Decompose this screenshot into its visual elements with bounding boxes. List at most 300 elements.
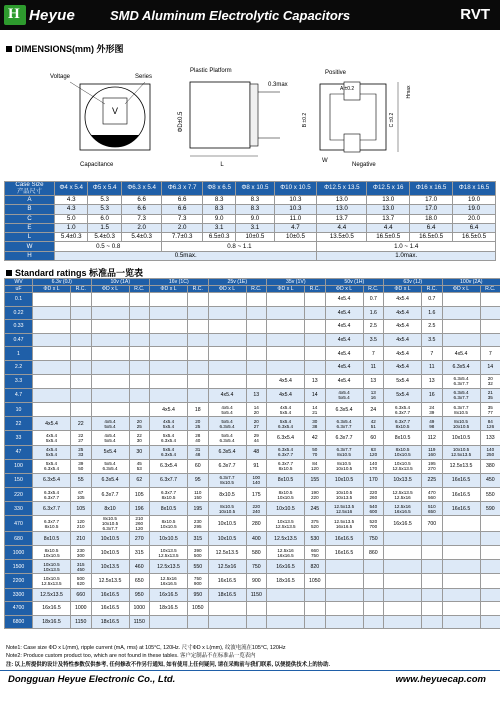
ripple-current-cell xyxy=(246,602,267,616)
ripple-current-cell xyxy=(71,516,92,532)
cell-line: 70 xyxy=(312,452,318,458)
cell-line: 8x10.5 xyxy=(395,423,410,429)
case-size-cell: 10x10.5 xyxy=(91,546,129,560)
cell-line: 6.3x7.7 xyxy=(336,423,352,429)
capacitance-cell: 470 xyxy=(5,516,33,532)
cell-line: 49 xyxy=(429,418,435,424)
rating-row xyxy=(5,388,500,402)
ripple-current-cell: 62 xyxy=(129,473,150,487)
case-size-cell: 12.5x13.5 xyxy=(267,532,305,546)
cell-line: 35 xyxy=(487,404,493,410)
cell-line: 6.3x7.7 xyxy=(395,409,411,415)
case-size-cell xyxy=(325,560,363,574)
cell-line: 10x10.5 xyxy=(394,452,411,458)
dim-cell: 6.6 xyxy=(121,196,162,205)
cell-line: 6.3x5.4 xyxy=(160,437,177,443)
rating-row xyxy=(5,374,500,388)
case-size-cell xyxy=(325,602,363,616)
ripple-current-cell xyxy=(422,402,443,416)
case-size-cell: 4x5.4 xyxy=(267,388,305,402)
ripple-current-cell xyxy=(129,417,150,431)
rating-row xyxy=(5,574,500,588)
dim-cell: 16.5±0.5 xyxy=(453,233,496,242)
cell-line: 28 xyxy=(195,432,201,438)
cell-line: 20 xyxy=(195,418,201,424)
ripple-current-cell: 1150 xyxy=(71,615,92,629)
cell-line: 6.3x5.4 xyxy=(453,390,469,396)
label-a: A ±0.2 xyxy=(340,86,355,92)
dimension-diagram xyxy=(0,62,500,174)
cell-line: 5x5.4 xyxy=(162,447,175,453)
case-size-cell xyxy=(442,560,480,574)
cell-line: 21 xyxy=(312,409,318,415)
ripple-current-cell xyxy=(71,574,92,588)
label-plastic-platform: Plastic Platform xyxy=(190,68,232,74)
ripple-current-cell xyxy=(480,402,500,416)
cell-line: 8x10.5 xyxy=(161,518,176,524)
ripple-current-cell: 400 xyxy=(246,532,267,546)
cell-line: 16x16.5 xyxy=(394,508,411,514)
cell-line: 170 xyxy=(369,466,378,472)
case-size-cell xyxy=(150,320,188,334)
case-size-cell: 12.5x13.5 xyxy=(33,588,71,602)
case-size-cell: 4x5.4 xyxy=(325,320,363,334)
cell-line: 12.5x13.5 xyxy=(392,466,413,472)
cell-line: 50 xyxy=(312,447,318,453)
cell-line: 20 xyxy=(253,409,259,415)
cell-line: 4x5.4 xyxy=(45,447,58,453)
dim-row-label: A xyxy=(5,196,55,205)
case-size-cell xyxy=(91,333,129,347)
ripple-current-cell xyxy=(188,546,209,560)
cell-line: 5x5.4 xyxy=(221,432,233,438)
cell-line: 5x5.4 xyxy=(338,395,350,401)
rc-subheader: R.C. xyxy=(363,286,384,293)
cell-line: 8x10.5 xyxy=(454,409,468,415)
cell-line: 6.3x5.4 xyxy=(277,423,294,429)
dim-size-header: Φ8 x 6.5 xyxy=(202,182,235,196)
case-size-cell: 8x10.5 xyxy=(384,431,422,445)
ripple-current-cell: 315 xyxy=(188,532,209,546)
cell-line: 16x16.5 xyxy=(335,523,353,529)
cell-line: 30 xyxy=(136,437,142,443)
ripple-current-cell xyxy=(363,588,384,602)
ripple-current-cell xyxy=(188,388,209,402)
cell-line: 6.3x7.7 xyxy=(102,526,118,532)
cell-line: 6.3x7.7 xyxy=(43,494,60,500)
cell-line: 6.3x5.4 xyxy=(43,466,60,472)
case-size-cell xyxy=(33,574,71,588)
capacitance-cell: 0.1 xyxy=(5,293,33,307)
cell-line: 63 xyxy=(370,447,376,453)
page-footer xyxy=(0,674,500,688)
cell-line: 8x10.5 xyxy=(454,418,468,424)
rating-row xyxy=(5,488,500,502)
ripple-current-cell: 460 xyxy=(129,560,150,574)
dim-size-header: Φ5 x 5.4 xyxy=(88,182,121,196)
ripple-current-cell: 30 xyxy=(129,445,150,459)
dim-size-header: Φ12.5 x 13.5 xyxy=(317,182,367,196)
case-size-cell xyxy=(150,388,188,402)
ripple-current-cell: 13 xyxy=(246,388,267,402)
ripple-current-cell xyxy=(363,417,384,431)
ripple-current-cell: 55 xyxy=(71,473,92,487)
case-size-cell xyxy=(267,445,305,459)
ripple-current-cell: 950 xyxy=(188,588,209,602)
case-size-cell xyxy=(33,333,71,347)
case-size-cell xyxy=(325,615,363,629)
cell-line: 510 xyxy=(427,503,436,509)
dim-cell: 4.3 xyxy=(55,196,88,205)
dim-cell: 10.3 xyxy=(274,196,317,205)
cell-line: 620 xyxy=(76,581,85,586)
cell-line: 210 xyxy=(135,516,144,522)
ripple-current-cell: 1050 xyxy=(188,602,209,616)
case-size-cell: 4x5.4 xyxy=(325,347,363,361)
dim-cell: 20.0 xyxy=(453,214,496,223)
cell-line: 8x10.5 xyxy=(337,452,351,458)
case-size-cell xyxy=(91,459,129,473)
cell-line: 660 xyxy=(310,547,319,553)
ripple-current-cell xyxy=(129,431,150,445)
cell-line: 39 xyxy=(78,461,84,467)
ripple-current-cell xyxy=(305,546,326,560)
ripple-current-cell xyxy=(129,374,150,388)
ripple-current-cell: 530 xyxy=(305,532,326,546)
capacitance-cell: 22 xyxy=(5,417,33,431)
ripple-current-cell xyxy=(246,374,267,388)
dim-row xyxy=(5,205,496,214)
case-size-cell: 4x5.4 xyxy=(384,333,422,347)
dim-cell: 6.6 xyxy=(121,205,162,214)
case-size-cell: 4x5.4 xyxy=(325,360,363,374)
ripple-current-cell: 196 xyxy=(129,502,150,516)
ripple-current-cell xyxy=(246,402,267,416)
ripple-current-cell xyxy=(305,347,326,361)
cell-line: 32 xyxy=(487,381,493,387)
cell-line: 39 xyxy=(429,409,435,415)
ripple-current-cell xyxy=(480,602,500,616)
capacitance-cell: 4.7 xyxy=(5,388,33,402)
dim-cell: 5.4±0.3 xyxy=(88,233,121,242)
capacitance-cell: 1000 xyxy=(5,546,33,560)
capacitance-cell: 47 xyxy=(5,445,33,459)
case-size-cell: 4x5.4 xyxy=(208,388,246,402)
cell-line: 119 xyxy=(428,447,436,453)
case-size-cell xyxy=(150,615,188,629)
ripple-current-cell xyxy=(305,445,326,459)
ripple-current-cell: 270 xyxy=(129,532,150,546)
ripple-current-cell xyxy=(422,417,443,431)
ripple-current-cell xyxy=(246,347,267,361)
cell-line: 12.5x13.5 xyxy=(41,581,62,586)
cell-line: 190 xyxy=(310,489,319,495)
voltage-header: 6.3v (0J) xyxy=(33,279,92,286)
cell-line: 10x10.5 xyxy=(452,423,470,429)
dim-cell: 16.5±0.5 xyxy=(410,233,453,242)
case-size-cell xyxy=(150,306,188,320)
side-view xyxy=(178,68,288,168)
ripple-current-cell xyxy=(71,488,92,502)
ripple-current-cell xyxy=(422,445,443,459)
dim-cell: 11.0 xyxy=(274,214,317,223)
rating-row xyxy=(5,347,500,361)
case-size-cell: 16x16.5 xyxy=(267,560,305,574)
cell-line: 16x16.5 xyxy=(160,581,177,586)
cell-line: 98 xyxy=(429,423,435,429)
ripple-current-cell: 860 xyxy=(363,546,384,560)
cell-line: 6.3x7.7 xyxy=(453,395,469,401)
capacitance-cell: 1 xyxy=(5,347,33,361)
dim-cell: 7.3 xyxy=(121,214,162,223)
case-size-cell: 6.3x5.4 xyxy=(208,445,246,459)
cell-line: 4x5.4 xyxy=(162,418,175,424)
case-size-cell xyxy=(267,615,305,629)
rating-row xyxy=(5,532,500,546)
case-size-cell xyxy=(33,320,71,334)
ripple-current-cell xyxy=(246,306,267,320)
ripple-current-cell: 225 xyxy=(422,473,443,487)
ripple-current-cell xyxy=(305,459,326,473)
case-size-cell xyxy=(384,602,422,616)
dim-cell: 8.3 xyxy=(236,205,274,214)
case-size-cell: 6.3x7.7 xyxy=(208,459,246,473)
ripple-current-cell: 1050 xyxy=(305,574,326,588)
dim-row xyxy=(5,196,496,205)
ripple-current-cell: 60 xyxy=(363,431,384,445)
rating-row xyxy=(5,333,500,347)
dim-cell: 4.7 xyxy=(274,223,317,232)
cell-line: 77 xyxy=(487,409,493,415)
case-size-cell: 16x16.5 xyxy=(91,588,129,602)
size-subheader: ΦD x L xyxy=(150,286,188,293)
ripple-current-cell: 3.5 xyxy=(422,333,443,347)
website-link[interactable]: www.heyuecap.com xyxy=(395,674,486,685)
cell-line: 295 xyxy=(193,523,202,529)
case-size-cell xyxy=(384,402,422,416)
dim-cell: 4.3 xyxy=(55,205,88,214)
case-size-cell: 10x10.5 xyxy=(91,532,129,546)
dim-cell: 13.0 xyxy=(317,196,367,205)
dim-cell: 6.4 xyxy=(410,223,453,232)
ripple-current-cell xyxy=(363,615,384,629)
dim-row xyxy=(5,223,496,232)
ripple-current-cell xyxy=(480,293,500,307)
case-size-cell xyxy=(442,417,480,431)
dim-cell: 19.0 xyxy=(453,205,496,214)
ripple-current-cell xyxy=(188,374,209,388)
cell-line: 40 xyxy=(195,437,201,443)
ripple-current-cell xyxy=(480,574,500,588)
case-size-cell: 4x5.4 xyxy=(267,374,305,388)
case-size-cell: 10x10.5 xyxy=(442,431,480,445)
dim-size-header: Φ16 x 16.5 xyxy=(410,182,453,196)
ripple-current-cell xyxy=(188,333,209,347)
ripple-current-cell xyxy=(363,388,384,402)
case-size-cell xyxy=(208,431,246,445)
ripple-current-cell xyxy=(480,532,500,546)
ripple-current-cell xyxy=(129,293,150,307)
case-size-cell xyxy=(91,402,129,416)
case-size-cell xyxy=(150,374,188,388)
ripple-current-cell: 155 xyxy=(305,473,326,487)
ripple-current-cell: 14 xyxy=(480,360,500,374)
page-header xyxy=(0,0,500,30)
cell-line: 6.3x5.4 xyxy=(43,489,60,495)
case-size-cell xyxy=(442,574,480,588)
company-name: Dongguan Heyue Electronic Co., Ltd. xyxy=(8,674,176,685)
case-size-cell: 10x10.5 xyxy=(325,473,363,487)
cell-line: 500 xyxy=(193,552,202,558)
dim-cell: 6.4 xyxy=(453,223,496,232)
ripple-current-cell xyxy=(71,360,92,374)
case-size-cell xyxy=(150,417,188,431)
cell-line: 22 xyxy=(136,432,142,438)
cell-line: 10x13.5 xyxy=(335,494,353,500)
case-size-cell xyxy=(33,306,71,320)
case-size-cell: 18x16.5 xyxy=(208,588,246,602)
cell-line: 14 xyxy=(312,404,318,410)
label-length: L xyxy=(220,162,224,168)
cell-line: 10x10.5 xyxy=(43,576,60,581)
case-size-cell xyxy=(33,546,71,560)
svg-text:V: V xyxy=(111,106,119,116)
ripple-current-cell: 950 xyxy=(129,588,150,602)
ripple-current-cell: 18 xyxy=(188,402,209,416)
case-size-cell xyxy=(384,417,422,431)
case-size-cell xyxy=(267,402,305,416)
capacitance-cell: 220 xyxy=(5,488,33,502)
ripple-current-cell xyxy=(305,320,326,334)
ripple-current-cell xyxy=(188,347,209,361)
dim-row-label: W xyxy=(5,242,55,251)
cell-line: 6.3x7.7 xyxy=(453,381,469,387)
dim-row-label: C xyxy=(5,214,55,223)
ratings-heading: Standard ratings 标准品一览表 xyxy=(6,266,143,279)
cell-line: 6.3x7.7 xyxy=(277,461,294,467)
dim-cell: 6.0 xyxy=(88,214,121,223)
dim-cell: 5.0 xyxy=(55,214,88,223)
case-size-cell: 4x5.4 xyxy=(384,347,422,361)
cell-line: 560 xyxy=(427,494,436,500)
cell-line: 8x10.5 xyxy=(161,494,176,500)
cell-line: 120 xyxy=(76,518,85,524)
ripple-current-cell xyxy=(71,402,92,416)
case-size-cell xyxy=(33,445,71,459)
case-size-cell xyxy=(91,374,129,388)
cell-line: 25 xyxy=(78,447,84,453)
case-size-cell xyxy=(384,588,422,602)
size-subheader: ΦD x L xyxy=(442,286,480,293)
cell-line: 10x10.5 xyxy=(160,523,177,529)
dim-cell: 3.1 xyxy=(236,223,274,232)
ripple-current-cell xyxy=(480,560,500,574)
case-size-cell xyxy=(384,502,422,516)
case-size-cell xyxy=(267,333,305,347)
cell-line: 6.3x5.4 xyxy=(219,423,235,429)
case-size-cell: 16x16.5 xyxy=(442,488,480,502)
case-size-cell: 8x10.5 xyxy=(33,532,71,546)
capacitance-cell: 10 xyxy=(5,402,33,416)
cell-line: 5x5.4 xyxy=(162,423,175,429)
ripple-current-cell xyxy=(246,502,267,516)
cell-line: 5x5.4 xyxy=(162,432,175,438)
case-size-cell xyxy=(442,402,480,416)
cell-line: 220 xyxy=(252,503,261,509)
ripple-current-cell xyxy=(129,360,150,374)
case-size-cell: 10x13.5 xyxy=(91,560,129,574)
case-size-cell xyxy=(150,574,188,588)
cell-line: 84 xyxy=(487,418,493,424)
case-size-cell xyxy=(33,431,71,445)
note-3: 注: 以上所提供的设计及特性参数仅供参考, 任何修改不作另行通知, 如有使用上任何疑问, 请在采购前与我们联系, 以便提供技术上的协助. xyxy=(6,662,331,668)
ripple-current-cell: 95 xyxy=(188,473,209,487)
cell-line: 140 xyxy=(486,447,495,453)
case-size-cell xyxy=(208,320,246,334)
cell-line: 140 xyxy=(369,461,378,467)
ripple-current-cell xyxy=(422,560,443,574)
cell-line: 105 xyxy=(76,494,85,500)
case-size-cell: 4x5.4 xyxy=(384,320,422,334)
cell-line: 84 xyxy=(312,461,318,467)
label-capacitance: Capacitance xyxy=(80,162,114,168)
case-size-cell xyxy=(442,602,480,616)
rc-subheader: R.C. xyxy=(71,286,92,293)
ripple-current-cell xyxy=(363,502,384,516)
ripple-current-cell xyxy=(363,516,384,532)
rating-row xyxy=(5,502,500,516)
case-size-cell xyxy=(267,459,305,473)
ripple-current-cell xyxy=(129,402,150,416)
case-size-cell: 10x10.5 xyxy=(208,532,246,546)
standard-ratings-table xyxy=(4,278,500,629)
cell-line: 540 xyxy=(369,503,378,509)
note-1: Note1: Case size ΦD x L(mm), ripple current (mA, rms) at 105°C, 120Hz. 尺寸ΦD x L(mm), 纹波电流在105°C, 120Hz xyxy=(6,645,286,651)
label-c: C ±0.2 xyxy=(389,112,395,128)
ripple-current-cell xyxy=(305,602,326,616)
case-size-cell xyxy=(442,306,480,320)
dim-cell: 5.3 xyxy=(88,205,121,214)
ripple-current-cell: 550 xyxy=(188,560,209,574)
case-size-cell: 16x16.5 xyxy=(91,602,129,616)
ripple-current-cell xyxy=(480,546,500,560)
ripple-current-cell: 22 xyxy=(71,417,92,431)
ripple-current-cell: 2.5 xyxy=(422,320,443,334)
ripple-current-cell xyxy=(71,431,92,445)
case-size-cell: 10x13.5 xyxy=(384,473,422,487)
rating-row xyxy=(5,516,500,532)
ripple-current-cell xyxy=(246,431,267,445)
case-size-cell xyxy=(150,431,188,445)
cell-line: 12.5x16 xyxy=(394,503,411,509)
dim-row-label: B xyxy=(5,205,55,214)
ripple-current-cell xyxy=(305,615,326,629)
cell-line: 10x10.5 xyxy=(277,494,294,500)
cell-line: 27 xyxy=(78,437,84,443)
case-size-cell xyxy=(33,560,71,574)
ripple-current-cell: 16 xyxy=(422,388,443,402)
cell-line: 12.5x16 xyxy=(335,508,353,514)
rc-subheader: R.C. xyxy=(480,286,500,293)
cell-line: 300 xyxy=(76,552,85,558)
cell-line: 650 xyxy=(427,508,436,514)
case-size-cell: 6.3x5.4 xyxy=(267,431,305,445)
ripple-current-cell: 112 xyxy=(422,431,443,445)
case-size-cell: 8x10 xyxy=(91,502,129,516)
case-size-cell xyxy=(33,402,71,416)
case-size-cell xyxy=(325,588,363,602)
case-size-cell xyxy=(208,402,246,416)
